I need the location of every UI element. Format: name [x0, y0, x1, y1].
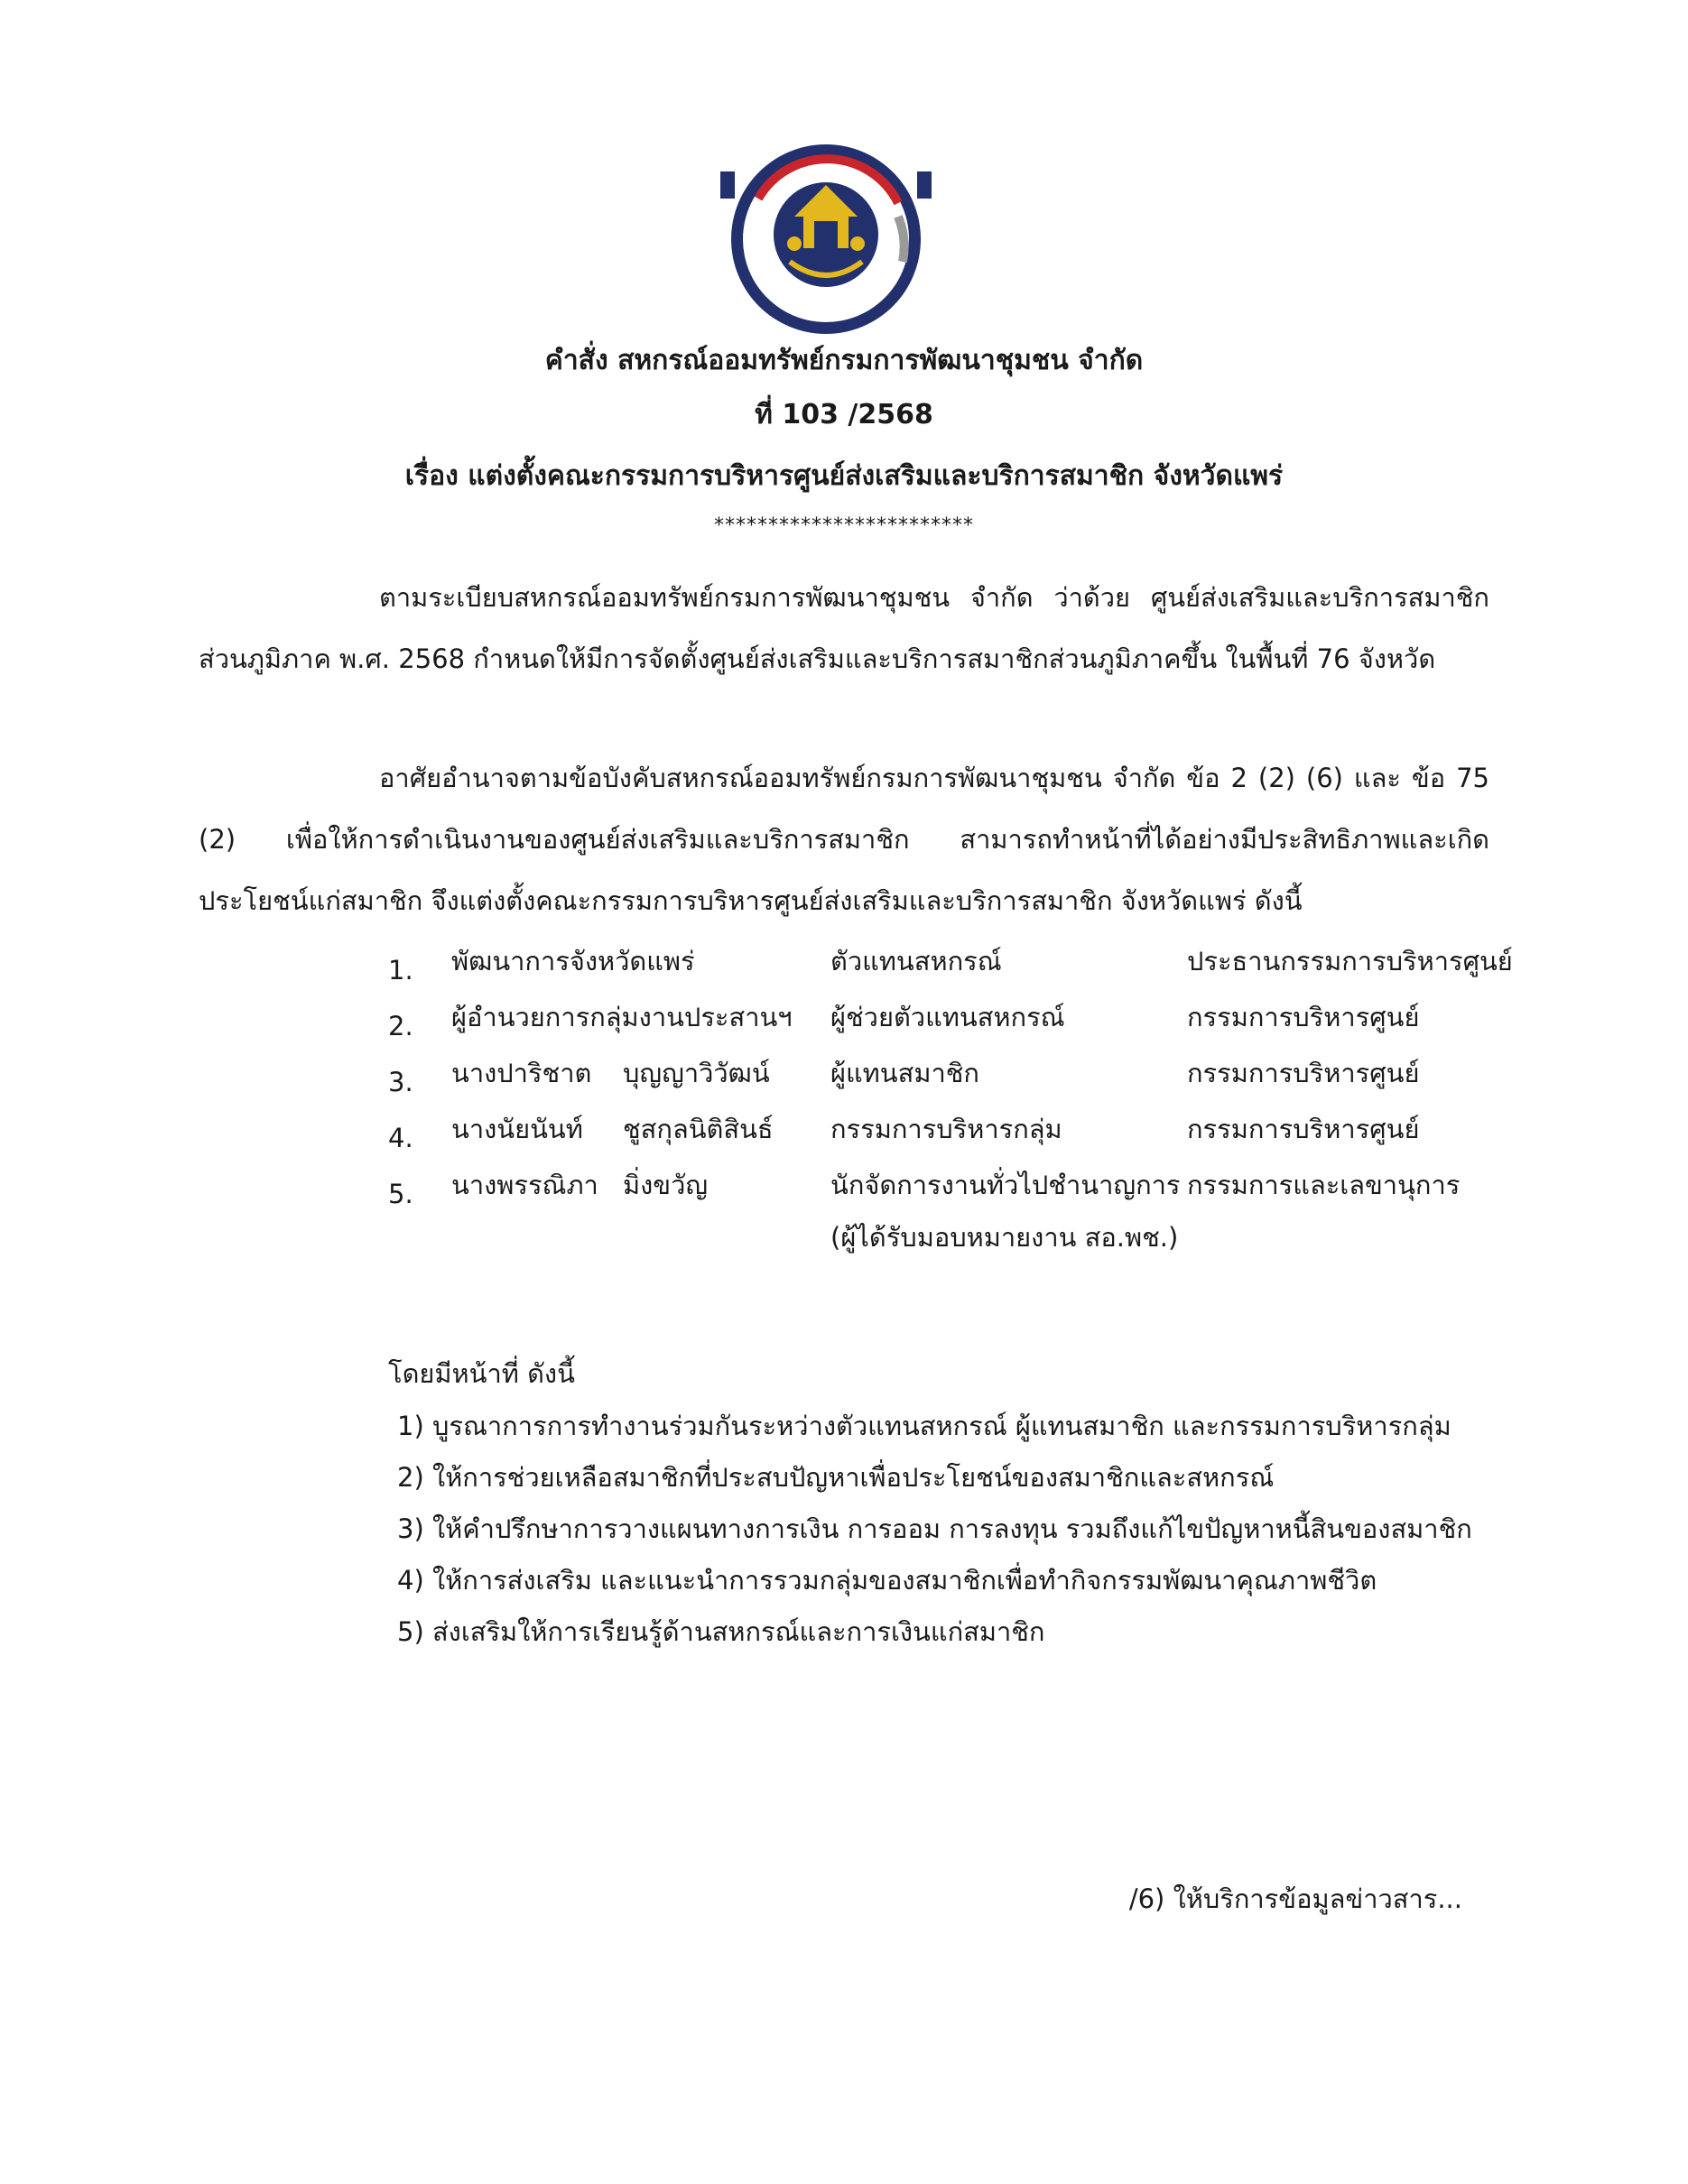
member-role: กรรมการบริหารศูนย์ — [1187, 1002, 1420, 1032]
member-surname: มิ่งขวัญ — [623, 1170, 709, 1200]
order-number: ที่ 103 /2568 — [755, 399, 933, 430]
duties-heading: โดยมีหน้าที่ ดังนี้ — [388, 1358, 575, 1389]
duty-item: 4) ให้การส่งเสริม และแนะนำการรวมกลุ่มของสมาชิกเพื่อทำกิจกรรมพัฒนาคุณภาพชีวิต — [397, 1565, 1377, 1596]
order-title: คำสั่ง สหกรณ์ออมทรัพย์กรมการพัฒนาชุมชน จำกัด — [544, 345, 1144, 376]
duty-item: 3) ให้คำปรึกษาการวางแผนทางการเงิน การออม การลงทุน รวมถึงแก้ไขปัญหาหนี้สินของสมาชิก — [397, 1513, 1472, 1544]
member-number: 2. — [388, 1011, 413, 1041]
committee-member-row — [379, 1167, 1553, 1253]
member-name: พัฒนาการจังหวัดแพร่ — [451, 946, 695, 976]
committee-member-row — [379, 1111, 1553, 1167]
duty-item: 5) ส่งเสริมให้การเรียนรู้ด้านสหกรณ์และการเงินแก่สมาชิก — [397, 1616, 1045, 1647]
paragraph-regulation-text: ตามระเบียบสหกรณ์ออมทรัพย์กรมการพัฒนาชุมชน จำกัด ว่าด้วย ศูนย์ส่งเสริมและบริการสมาชิกส่วนภูมิภาค พ.ศ. 2568 กำหนดให้มีการจัดตั้งศูนย์ส่งเสริมและบริการสมาชิกส่วนภูมิภาคขึ้น ในพื้นที่ 76 จังหวัด — [199, 582, 1489, 674]
member-number: 4. — [388, 1123, 413, 1153]
member-number: 1. — [388, 955, 413, 986]
member-number: 3. — [388, 1067, 413, 1097]
member-role: ประธานกรรมการบริหารศูนย์ — [1187, 946, 1513, 976]
member-number: 5. — [388, 1179, 413, 1209]
member-position-note: (ผู้ได้รับมอบหมายงาน สอ.พช.) — [830, 1222, 1179, 1253]
member-name: นางปาริชาต — [451, 1058, 592, 1088]
member-surname: ชูสกุลนิติสินธ์ — [623, 1114, 774, 1144]
committee-member-row — [379, 999, 1553, 1055]
member-name: นางนัยนันท์ — [451, 1114, 583, 1144]
member-role: กรรมการและเลขานุการ — [1187, 1170, 1461, 1200]
paragraph-regulation — [199, 567, 1489, 689]
page-continuation-note: /6) ให้บริการข้อมูลข่าวสาร... — [1128, 1883, 1462, 1914]
duties-list — [397, 1408, 1526, 1665]
member-role: กรรมการบริหารศูนย์ — [1187, 1058, 1420, 1088]
member-position: ผู้แทนสมาชิก — [830, 1058, 979, 1088]
separator-stars: ************************ — [714, 514, 974, 537]
order-subject: เรื่อง แต่งตั้งคณะกรรมการบริหารศูนย์ส่งเสริมและบริการสมาชิก จังหวัดแพร่ — [404, 460, 1284, 492]
committee-member-list — [379, 943, 1553, 1253]
member-name: ผู้อำนวยการกลุ่มงานประสานฯ — [451, 1002, 793, 1032]
cooperative-logo — [704, 135, 948, 352]
member-position: กรรมการบริหารกลุ่ม — [830, 1114, 1062, 1144]
paragraph-authority — [199, 747, 1489, 931]
member-name: นางพรรณิภา — [451, 1170, 598, 1200]
member-surname: บุญญาวิวัฒน์ — [623, 1058, 770, 1088]
paragraph-authority-text: อาศัยอำนาจตามข้อบังคับสหกรณ์ออมทรัพย์กรมการพัฒนาชุมชน จำกัด ข้อ 2 (2) (6) และ ข้อ 75 (2) เพื่อให้การดำเนินงานของศูนย์ส่งเสริมและบริการสมาชิก สามารถทำหน้าที่ได้อย่างมีประสิทธิภาพและเกิดประโยชน์แก่สมาชิก จึงแต่งตั้งคณะกรรมการบริหารศูนย์ส่งเสริมและบริการสมาชิก จังหวัดแพร่ ดังนี้ — [199, 763, 1489, 916]
committee-member-row — [379, 943, 1553, 999]
member-position: ตัวแทนสหกรณ์ — [830, 946, 1002, 976]
member-position: ผู้ช่วยตัวแทนสหกรณ์ — [830, 1002, 1065, 1032]
duty-item: 2) ให้การช่วยเหลือสมาชิกที่ประสบปัญหาเพื่อประโยชน์ของสมาชิกและสหกรณ์ — [397, 1462, 1275, 1493]
member-role: กรรมการบริหารศูนย์ — [1187, 1114, 1420, 1144]
duty-item: 1) บูรณาการการทำงานร่วมกันระหว่างตัวแทนสหกรณ์ ผู้แทนสมาชิก และกรรมการบริหารกลุ่ม — [397, 1411, 1451, 1441]
member-position: นักจัดการงานทั่วไปชำนาญการ — [830, 1170, 1181, 1200]
committee-member-row — [379, 1055, 1553, 1111]
